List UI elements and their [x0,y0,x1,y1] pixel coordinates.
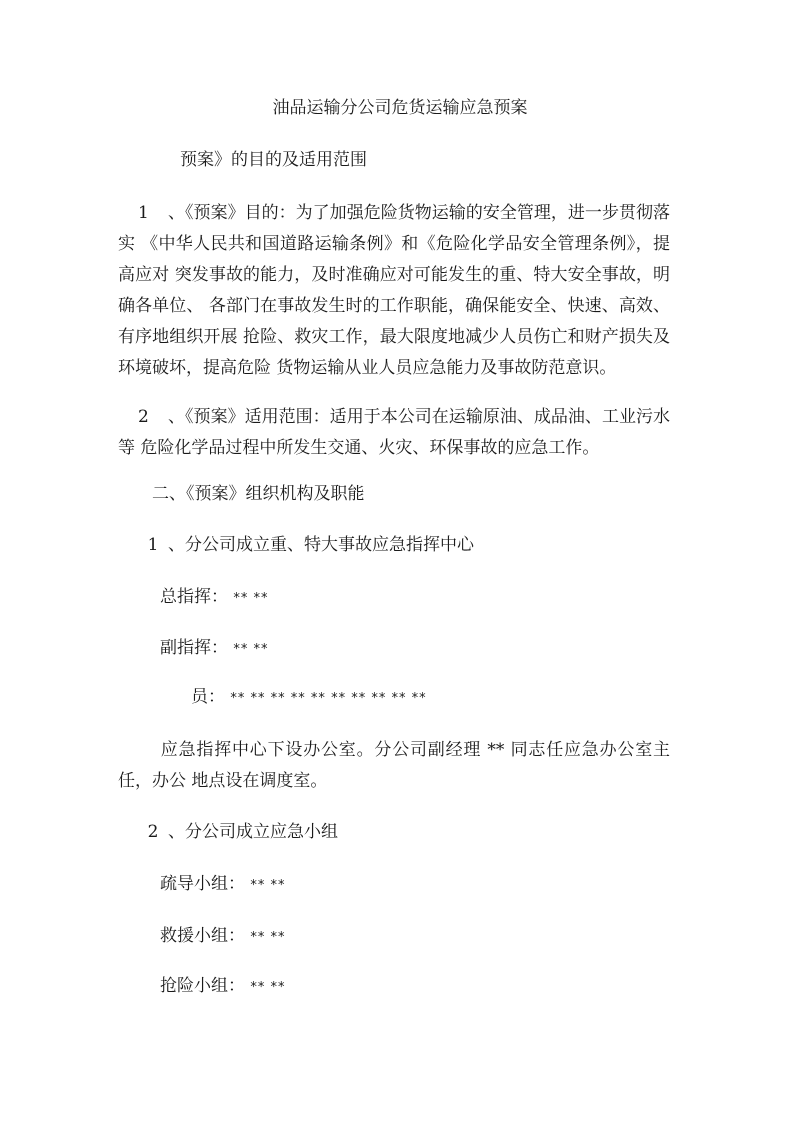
section-heading-organization: 二、《预案》组织机构及职能 [152,484,365,504]
subitem-1 [138,535,474,555]
subitem-1-number: 1 [147,535,159,555]
item-2-number: 2 [138,407,149,427]
group-rescue-value: ** ** [250,930,286,945]
deputy-commander-value: ** ** [233,642,269,657]
paragraph-item-2 [118,402,670,464]
group-emergency-value: ** ** [250,980,286,995]
deputy-commander-row [160,638,269,660]
subitem-2-number: 2 [147,822,159,842]
group-rescue-row [160,926,286,948]
members-row [191,687,427,709]
group-guidance-value: ** ** [250,878,286,893]
paragraph-item-1 [118,198,670,384]
paragraph-office [118,735,670,797]
chief-commander-value: ** ** [233,591,269,606]
subitem-2-text: 、分公司成立应急小组 [168,822,338,842]
deputy-commander-label: 副指挥： [160,638,228,658]
item-2-text: 、《预案》适用范围：适用于本公司在运输原油、成品油、工业污水等 危险化学品过程中所发生交通、火灾、环保事故的应急工作。 [118,407,670,458]
group-guidance-row [160,874,286,896]
members-value: ** ** ** ** ** ** ** ** ** ** [230,691,427,706]
section-heading-purpose: 预案》的目的及适用范围 [180,150,367,170]
chief-commander-row [160,587,269,609]
item-1-number: 1 [138,203,149,223]
chief-commander-label: 总指挥： [160,587,228,607]
subitem-1-text: 、分公司成立重、特大事故应急指挥中心 [168,535,474,555]
members-label: 员： [191,687,225,707]
group-emergency-label: 抢险小组： [160,976,245,996]
document-title: 油品运输分公司危货运输应急预案 [272,98,528,118]
group-emergency-row [160,976,286,998]
group-rescue-label: 救援小组： [160,926,245,946]
subitem-2 [138,822,338,842]
item-1-text: 、《预案》目的：为了加强危险货物运输的安全管理，进一步贯彻落实 《中华人民共和国道路运输条例》和《危险化学品安全管理条例》，提高应对 突发事故的能力，及时准确应对可能发生的重、特大安全事故，明确各单位、 各部门在事故发生时的工作职能，确保能安全、快速、高效、有序地组织开展 抢险、救灾工作，最大限度地减少人员伤亡和财产损失及环境破坏，提高危险 货物运输从业人员应急能力及事故防范意识。 [118,203,670,378]
group-guidance-label: 疏导小组： [160,874,245,894]
office-text: 应急指挥中心下设办公室。分公司副经理 ** 同志任应急办公室主任，办公 地点设在调度室。 [118,740,670,791]
